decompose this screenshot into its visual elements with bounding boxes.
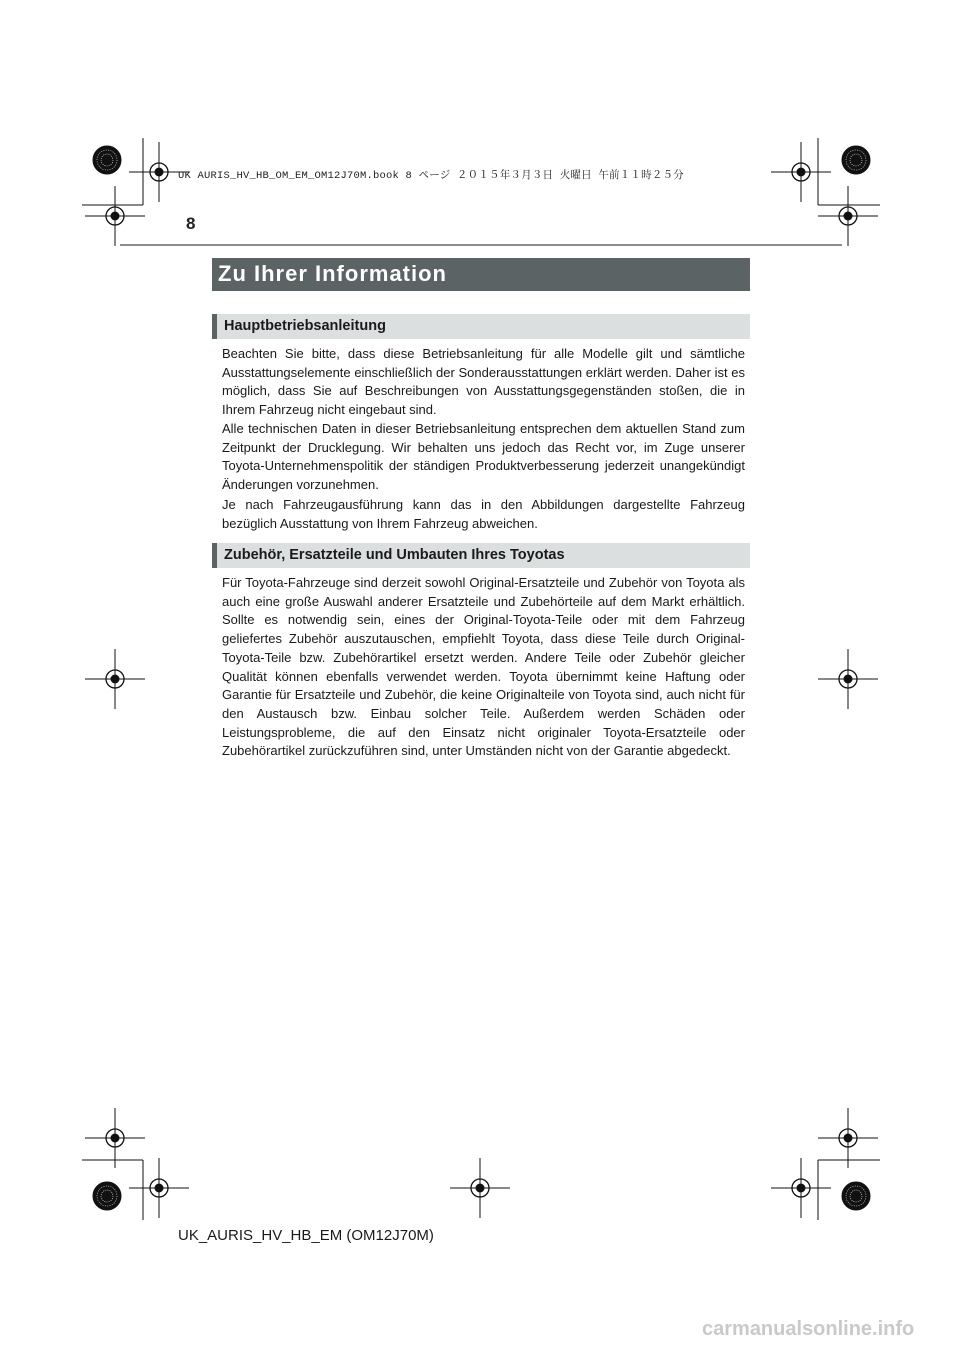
- star-target-icon: [93, 1182, 121, 1210]
- watermark: carmanualsonline.info: [702, 1318, 915, 1340]
- crosshair-icon: [129, 1158, 189, 1218]
- star-target-icon: [842, 1182, 870, 1210]
- crosshair-icon: [818, 1108, 878, 1168]
- section-heading-main-manual: [212, 314, 750, 339]
- paragraph: Beachten Sie bitte, dass diese Betriebsanleitung für alle Modelle gilt und sämtliche Ausstattungselemente einschließlich der Sonderausstattungen erklärt werden. Daher ist es möglich, dass Sie auf Beschreibungen von Ausstattungsgegenständen stoßen, die in Ihrem Fahrzeug nicht eingebaut sind.: [222, 346, 745, 418]
- section-heading-accessories: [212, 543, 750, 568]
- section-heading-label: Hauptbetriebsanleitung: [224, 318, 386, 334]
- crosshair-icon: [85, 186, 145, 246]
- page-number: 8: [186, 214, 196, 233]
- star-target-icon: [842, 146, 870, 174]
- document-code: UK_AURIS_HV_HB_EM (OM12J70M): [178, 1227, 434, 1244]
- paragraph: Alle technischen Daten in dieser Betriebsanleitung entsprechen dem aktuellen Stand zum Zeitpunkt der Drucklegung. Wir behalten uns jedoch das Recht vor, im Zuge unserer Toyota-Unternehmenspolitik der ständigen Produktverbesserung jederzeit unangekündigt Änderungen vorzunehmen.: [222, 421, 745, 493]
- crosshair-icon: [818, 186, 878, 246]
- page-title-bar: [212, 258, 750, 291]
- header-rule: [120, 244, 842, 246]
- paragraph: Für Toyota-Fahrzeuge sind derzeit sowohl Original-Ersatzteile und Zubehör von Toyota als auch eine große Auswahl anderer Ersatzteile und Zubehörteile auf dem Markt erhältlich. Sollte es notwendig sein, eines der Original-Toyota-Teile oder mit dem Fahrzeug geliefertes Zubehör auszutauschen, empfiehlt Toyota, dass diese Teile durch Original-Toyota-Teile bzw. Zubehörartikel ersetzt werden. Andere Teile oder Zubehör gleicher Qualität können ebenfalls verwendet werden. Toyota übernimmt keine Haftung oder Garantie für Ersatzteile und Zubehör, die keine Originalteile von Toyota sind, auch nicht für den Austausch bzw. Einbau solcher Teile. Außerdem werden Schäden oder Leistungsprobleme, die auf den Einsatz nicht originaler Toyota-Ersatzteile oder Zubehörartikel zurückzuführen sind, unter Umständen nicht von der Garantie abgedeckt.: [222, 575, 745, 759]
- paragraph: Je nach Fahrzeugausführung kann das in den Abbildungen dargestellte Fahrzeug bezüglich Ausstattung von Ihrem Fahrzeug abweichen.: [222, 497, 745, 531]
- crosshair-icon: [771, 142, 831, 202]
- crosshair-icon: [771, 1158, 831, 1218]
- star-target-icon: [93, 146, 121, 174]
- page-title: Zu Ihrer Information: [218, 261, 447, 286]
- section-accent: [212, 543, 217, 568]
- section-heading-label: Zubehör, Ersatzteile und Umbauten Ihres Toyotas: [224, 547, 565, 563]
- crosshair-icon: [85, 1108, 145, 1168]
- crosshair-icon: [85, 649, 145, 709]
- crosshair-icon: [818, 649, 878, 709]
- crosshair-icon: [450, 1158, 510, 1218]
- section-accent: [212, 314, 217, 339]
- print-header: UK AURIS_HV_HB_OM_EM_OM12J70M.book 8 ページ ２０１５年３月３日 火曜日 午前１１時２５分: [178, 170, 684, 182]
